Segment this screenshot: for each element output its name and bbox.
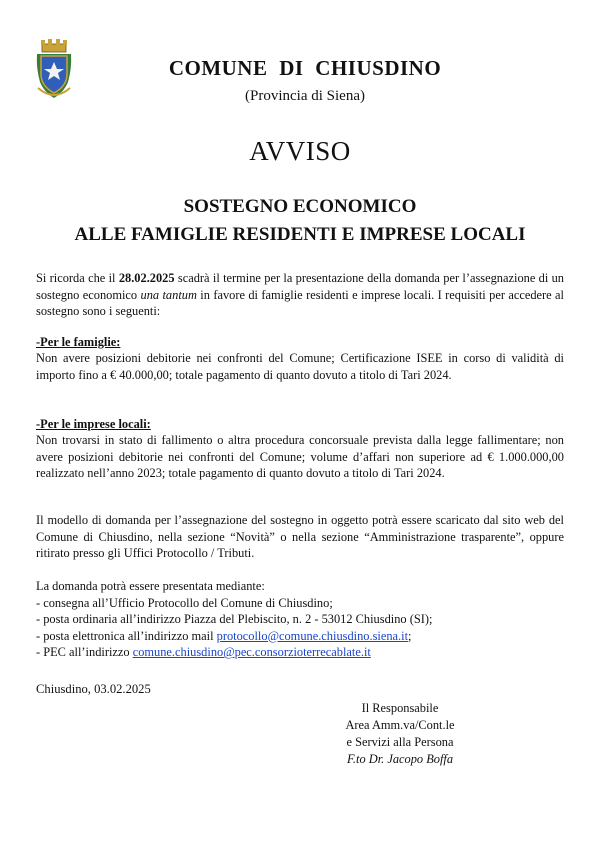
method-item: - posta ordinaria all’indirizzo Piazza del Plebiscito, n. 2 - 53012 Chiusdino (SI);: [36, 612, 433, 626]
method-item-email: [36, 628, 564, 645]
deadline-date: 28.02.2025: [118, 271, 175, 285]
crown-icon: [41, 39, 67, 52]
signature-line-3: e Servizi alla Persona: [346, 735, 454, 749]
email-suffix: ;: [408, 628, 412, 643]
signature-line-1: Il Responsabile: [361, 701, 439, 715]
famiglie-heading: -Per le famiglie:: [36, 335, 121, 349]
methods-intro: La domanda potrà essere presentata mediante:: [36, 579, 265, 593]
signature-line-2: Area Amm.va/Cont.le: [345, 718, 455, 732]
subtitle-line-2: ALLE FAMIGLIE RESIDENTI E IMPRESE LOCALI: [74, 224, 526, 245]
modello-paragraph: Il modello di domanda per l’assegnazione del sostegno in oggetto potrà essere scaricato dal sito web del Comune di Chiusdino, nella sezione “Novità” o nella sezione “Amministrazione trasparente”, oppure ritirato presso gli Uffici Protocollo / Tributi.: [36, 513, 564, 560]
page-title: AVVISO: [249, 136, 351, 166]
imprese-requirements: Non trovarsi in stato di fallimento o altra procedura concorsuale prevista dalla legge fallimentare; non avere posizioni debitorie nei confronti del Comune; volume d’affari non superiore ad € 1.000.000,00 realizzato nell’anno 2023; totale pagamento di quanto dovuto a titolo di Tari 2024.: [36, 433, 564, 480]
signature-name: F.to Dr. Jacopo Boffa: [346, 752, 454, 766]
intro-paragraph: [36, 270, 564, 320]
comune-crest-logo: [34, 38, 74, 102]
imprese-heading: -Per le imprese locali:: [36, 417, 151, 431]
intro-text-2: scadrà il termine per la presentazione della domanda per l’assegnazione di un sostegno economico: [36, 271, 565, 302]
pec-prefix: - PEC all’indirizzo: [36, 645, 133, 659]
subtitle-line-1: SOSTEGNO ECONOMICO: [183, 196, 417, 217]
famiglie-requirements: Non avere posizioni debitorie nei confronti del Comune; Certificazione ISEE in corso di validità di importo fino a € 40.000,00; totale pagamento di quanto dovuto a titolo di Tari 2024.: [36, 351, 564, 382]
una-tantum: una tantum: [140, 287, 197, 302]
provincia: (Provincia di Siena): [245, 88, 365, 104]
comune-name: COMUNE DI CHIUSDINO: [168, 56, 442, 80]
intro-text-1: Si ricorda che il: [36, 271, 119, 285]
method-item: - consegna all’Ufficio Protocollo del Comune di Chiusdino;: [36, 595, 333, 610]
place-date: Chiusdino, 03.02.2025: [36, 682, 151, 696]
signature-block: [330, 700, 470, 768]
intro-text-3: in favore di famiglie residenti e imprese locali. I requisiti per accedere al sostegno sono i seguenti:: [36, 287, 564, 318]
submission-methods: [36, 578, 564, 661]
email-prefix: - posta elettronica all’indirizzo mail: [36, 628, 217, 643]
method-item-pec: [36, 644, 564, 661]
pec-email-link[interactable]: comune.chiusdino@pec.consorzioterrecablate.it: [132, 645, 371, 659]
protocol-email-link[interactable]: protocollo@comune.chiusdino.siena.it: [216, 628, 409, 643]
